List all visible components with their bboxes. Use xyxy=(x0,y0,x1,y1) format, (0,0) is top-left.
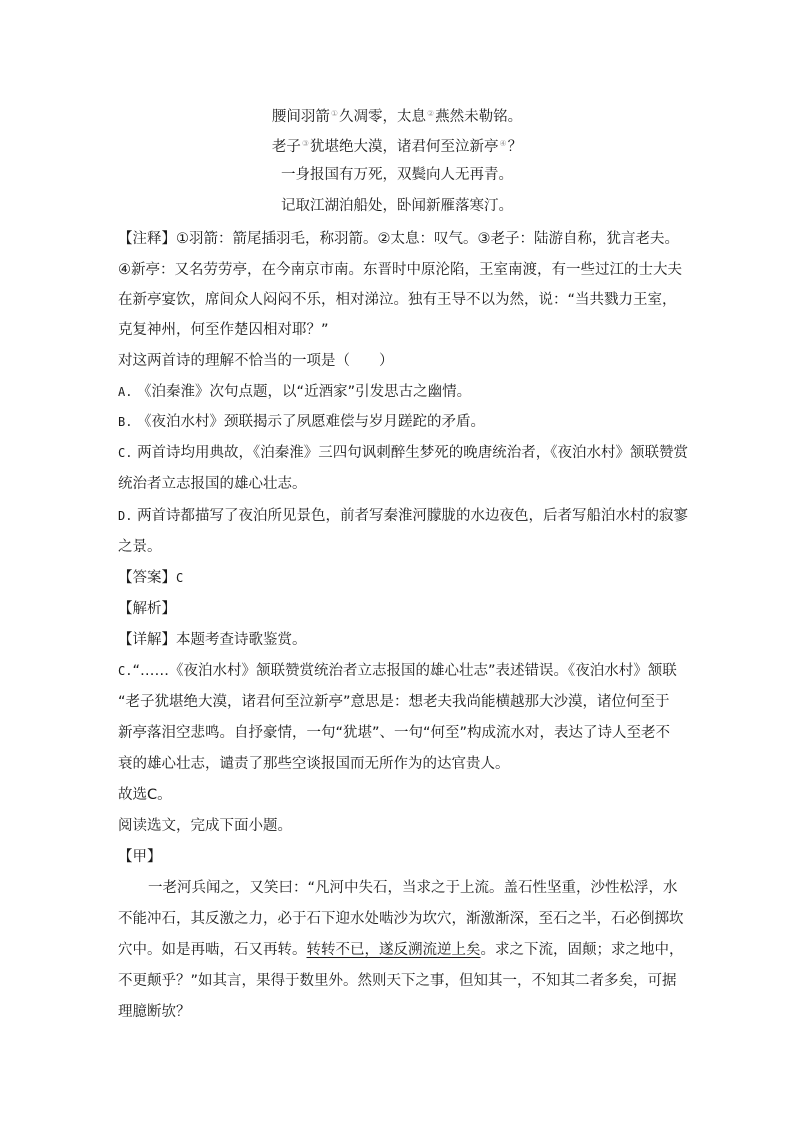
poem-text: ？ xyxy=(507,139,523,155)
explanation-line-2: “老子犹堪绝大漠，诸君何至泣新亭”意思是：想老夫我尚能横越那大沙漠，诸位何至于 xyxy=(118,694,670,710)
poem-line-1 xyxy=(0,104,794,127)
footnote-marker: ④ xyxy=(499,139,507,148)
option-text: 两首诗均用典故，《泊秦淮》三四句讽刺醉生梦死的晚唐统治者，《夜泊水村》颔联赞赏 xyxy=(137,445,689,461)
passage-line-4: 不更颠乎？”如其言，果得于数里外。然则天下之事，但知其一，不知其二者多矣，可据 xyxy=(118,973,677,989)
notes-line-2: ④新亭：又名劳劳亭，在今南京市南。东晋时中原沦陷，王室南渡，有一些过江的士大夫 xyxy=(118,262,682,278)
question-stem: 对这两首诗的理解不恰当的一项是（ ） xyxy=(118,353,394,369)
footnote-marker: ③ xyxy=(301,139,309,148)
explanation-line-4: 衰的雄心壮志，谴责了那些空谈报国而无所作为的达官贵人。 xyxy=(118,756,510,772)
option-text: 《夜泊水村》颈联揭示了夙愿难偿与岁月蹉跎的矛盾。 xyxy=(137,414,486,430)
option-text: 两首诗都描写了夜泊所见景色，前者写秦淮河朦胧的水边夜色，后者写船泊水村的寂寥 xyxy=(137,508,689,524)
answer-line xyxy=(118,568,678,588)
option-d xyxy=(118,506,689,526)
passage-line-2: 不能冲石，其反激之力，必于石下迎水处啮沙为坎穴，渐激渐深，至石之半，石必倒掷坎 xyxy=(118,911,684,927)
option-label: C. xyxy=(118,664,133,678)
option-b xyxy=(118,412,678,432)
poem-text: 腰间羽箭 xyxy=(271,109,330,125)
passage-line-5: 理臆断欤？ xyxy=(118,1004,191,1020)
option-label: D. xyxy=(118,509,133,523)
footnote-marker: ① xyxy=(330,109,338,118)
underlined-sentence: 转转不已，遂反溯流逆上矣 xyxy=(306,942,481,958)
notes-line-1: 【注释】①羽箭：箭尾插羽毛，称羽箭。②太息：叹气。③老子：陆游自称，犹言老夫。 xyxy=(118,231,679,247)
passage-line-1: 一老河兵闻之，又笑曰：“凡河中失石，当求之于上流。盖石性坚重，沙性松浮，水 xyxy=(148,880,678,896)
poem-line-3: 一身报国有万死，双鬓向人无再青。 xyxy=(281,167,513,183)
passage-heading: 【甲】 xyxy=(118,849,162,865)
footnote-marker: ② xyxy=(427,109,435,118)
passage-text: 穴中。如是再啮，石又再转。 xyxy=(118,942,307,958)
notes-line-4: 克复神州，何至作楚囚相对耶？” xyxy=(118,322,329,338)
poem-line-2 xyxy=(0,134,794,157)
explanation-text: “……《夜泊水村》颔联赞赏统治者立志报国的雄心壮志”表述错误。《夜泊水村》颔联 xyxy=(132,663,677,679)
notes-line-3: 在新亭宴饮，席间众人闷闷不乐，相对涕泣。独有王导不以为然，说：“当共戮力王室， xyxy=(118,292,677,308)
reading-intro: 阅读选文，完成下面小题。 xyxy=(118,818,292,834)
poem-text: 久凋零，太息 xyxy=(339,109,426,125)
poem-line-4: 记取江湖泊船处，卧闻新雁落寒汀。 xyxy=(281,198,513,214)
option-c xyxy=(118,443,689,463)
passage-line-3 xyxy=(118,940,684,960)
option-a xyxy=(118,382,678,402)
option-label: C. xyxy=(118,446,133,460)
option-c-cont: 统治者立志报国的雄心壮志。 xyxy=(118,476,307,492)
poem-text: 老子 xyxy=(271,139,301,155)
poem-text: 燕然未勒铭。 xyxy=(435,109,523,125)
analysis-heading: 【解析】 xyxy=(118,601,176,617)
passage-text: 。求之下流，固颠；求之地中， xyxy=(480,942,684,958)
answer-value: C xyxy=(176,571,184,585)
detail-heading: 【详解】本题考查诗歌鉴赏。 xyxy=(118,632,307,648)
answer-label: 【答案】 xyxy=(118,570,176,586)
poem-text: 犹堪绝大漠，诸君何至泣新亭 xyxy=(310,139,499,155)
option-label: A. xyxy=(118,385,133,399)
option-label: B. xyxy=(118,415,133,429)
explanation-line-3: 新亭落泪空悲鸣。自抒豪情，一句“犹堪”、一句“何至”构成流水对，表达了诗人至老不 xyxy=(118,725,671,741)
option-d-cont: 之景。 xyxy=(118,539,162,555)
option-text: 《泊秦淮》次句点题，以“近酒家”引发思古之幽情。 xyxy=(137,384,472,400)
choose-line: 故选C。 xyxy=(118,787,172,803)
explanation-line-1 xyxy=(118,661,678,681)
